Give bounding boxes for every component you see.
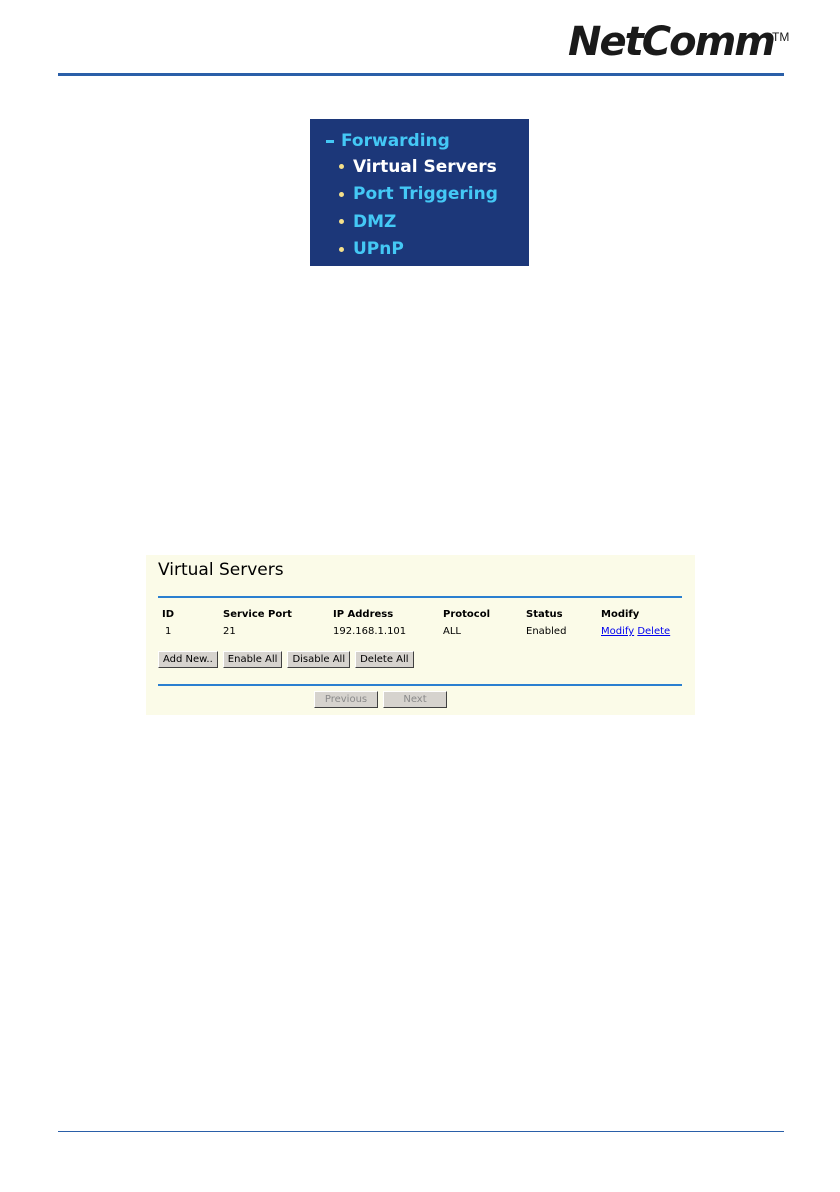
column-header-id: ID: [162, 609, 175, 620]
previous-button[interactable]: Previous: [314, 691, 378, 708]
bullet-icon: [339, 247, 344, 252]
nav-item-upnp[interactable]: [339, 236, 529, 264]
virtual-servers-panel: [146, 555, 695, 715]
cell-ip-address: 192.168.1.101: [333, 626, 407, 637]
delete-all-button[interactable]: Delete All: [355, 651, 413, 668]
bullet-icon: [339, 192, 344, 197]
disable-all-button[interactable]: Disable All: [287, 651, 350, 668]
bullet-icon: [339, 219, 344, 224]
forwarding-section-header[interactable]: [326, 129, 529, 153]
logo-text: NetComm: [568, 19, 774, 65]
forwarding-label: Forwarding: [341, 131, 450, 151]
enable-all-button[interactable]: Enable All: [223, 651, 283, 668]
nav-item-port-triggering[interactable]: [339, 181, 529, 209]
table-row: [158, 623, 691, 640]
cell-protocol: ALL: [443, 626, 461, 637]
table-header-row: [158, 606, 691, 623]
page-title: Virtual Servers: [158, 560, 284, 580]
column-header-service-port: Service Port: [223, 609, 292, 620]
nav-item-label: DMZ: [353, 211, 397, 232]
column-header-protocol: Protocol: [443, 609, 491, 620]
collapse-minus-icon: [326, 140, 334, 143]
footer-divider: [58, 1131, 784, 1132]
nav-item-virtual-servers[interactable]: [339, 153, 529, 181]
column-header-modify: Modify: [601, 609, 640, 620]
forwarding-menu: [310, 119, 529, 266]
modify-link[interactable]: Modify: [601, 626, 635, 637]
column-header-ip-address: IP Address: [333, 609, 394, 620]
virtual-servers-table: [158, 606, 691, 640]
nav-item-label: UPnP: [353, 239, 404, 260]
column-header-status: Status: [526, 609, 563, 620]
add-new-button[interactable]: Add New..: [158, 651, 218, 668]
nav-item-label: Port Triggering: [353, 184, 498, 205]
bullet-icon: [339, 164, 344, 169]
cell-modify: [601, 623, 691, 640]
cell-id: 1: [165, 626, 172, 637]
delete-link[interactable]: Delete: [637, 626, 671, 637]
header-divider: [58, 73, 784, 76]
action-buttons: [158, 651, 414, 668]
bottom-divider: [158, 684, 682, 686]
top-divider: [158, 596, 682, 598]
netcomm-logo: [568, 14, 808, 68]
logo-trademark: TM: [772, 30, 790, 44]
cell-status: Enabled: [526, 626, 567, 637]
forwarding-submenu: [326, 153, 529, 263]
nav-item-label: Virtual Servers: [353, 156, 497, 177]
next-button[interactable]: Next: [383, 691, 447, 708]
pagination: [314, 691, 447, 708]
nav-item-dmz[interactable]: [339, 208, 529, 236]
cell-service-port: 21: [223, 626, 236, 637]
